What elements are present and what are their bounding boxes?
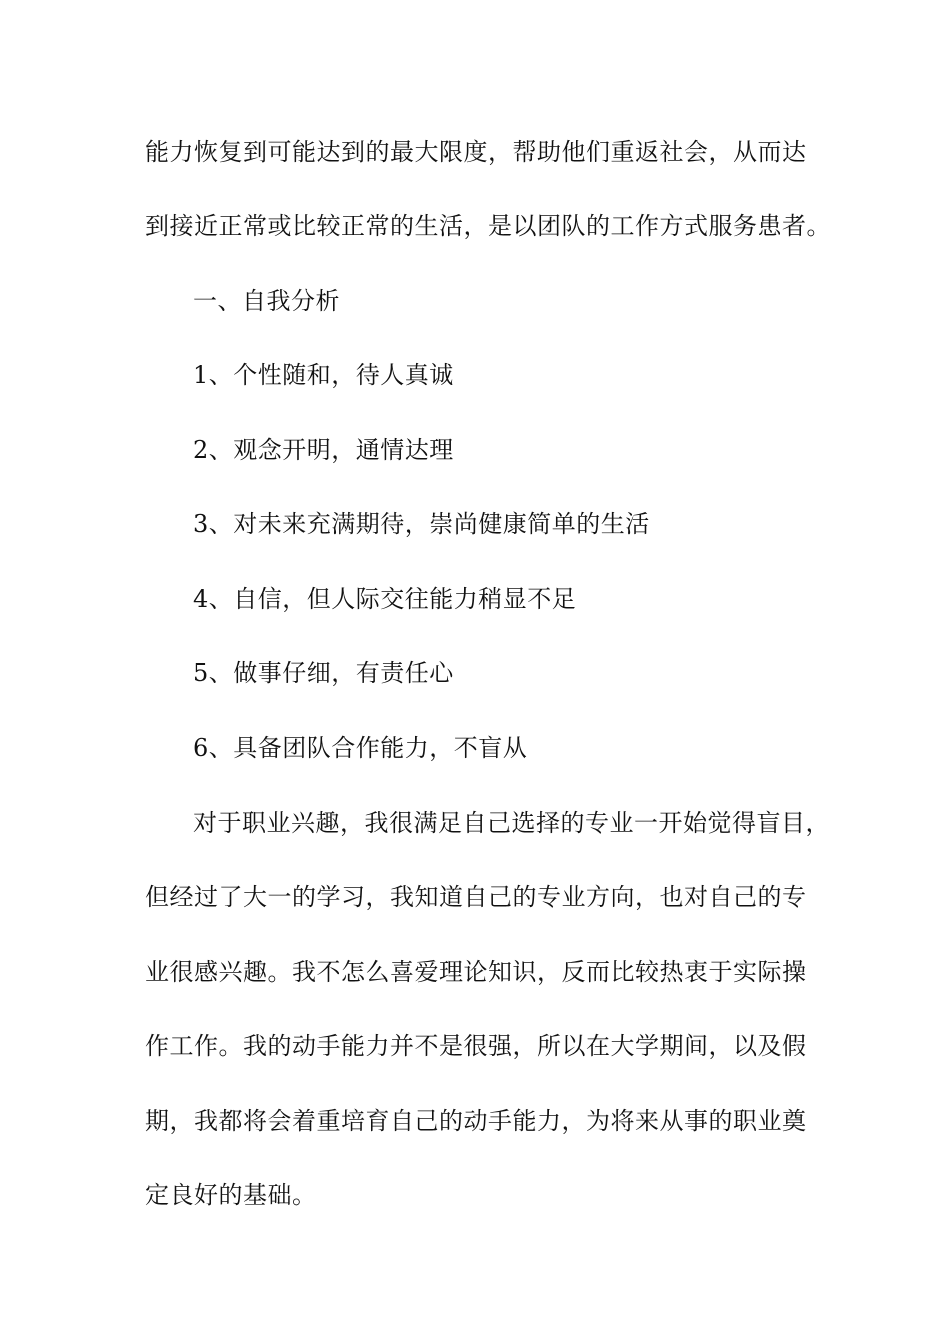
paragraph-line: 但经过了大一的学习，我知道自己的专业方向，也对自己的专 bbox=[145, 883, 807, 911]
list-item: 2、观念开明，通情达理 bbox=[193, 436, 454, 464]
paragraph-line: 到接近正常或比较正常的生活，是以团队的工作方式服务患者。 bbox=[145, 212, 831, 240]
list-item: 3、对未来充满期待，崇尚健康简单的生活 bbox=[193, 510, 650, 538]
paragraph-line: 作工作。我的动手能力并不是很强，所以在大学期间，以及假 bbox=[145, 1032, 807, 1060]
paragraph-line: 业很感兴趣。我不怎么喜爱理论知识，反而比较热衷于实际操 bbox=[145, 958, 807, 986]
list-item: 5、做事仔细，有责任心 bbox=[193, 659, 454, 687]
list-item: 6、具备团队合作能力，不盲从 bbox=[193, 734, 528, 762]
list-item: 1、个性随和，待人真诚 bbox=[193, 361, 454, 389]
paragraph-line: 能力恢复到可能达到的最大限度，帮助他们重返社会，从而达 bbox=[145, 138, 807, 166]
section-heading: 一、自我分析 bbox=[193, 287, 340, 315]
paragraph-line: 对于职业兴趣，我很满足自己选择的专业一开始觉得盲目， bbox=[193, 809, 830, 837]
list-item: 4、自信，但人际交往能力稍显不足 bbox=[193, 585, 577, 613]
paragraph-line: 定良好的基础。 bbox=[145, 1181, 317, 1209]
paragraph-line: 期，我都将会着重培育自己的动手能力，为将来从事的职业奠 bbox=[145, 1107, 807, 1135]
